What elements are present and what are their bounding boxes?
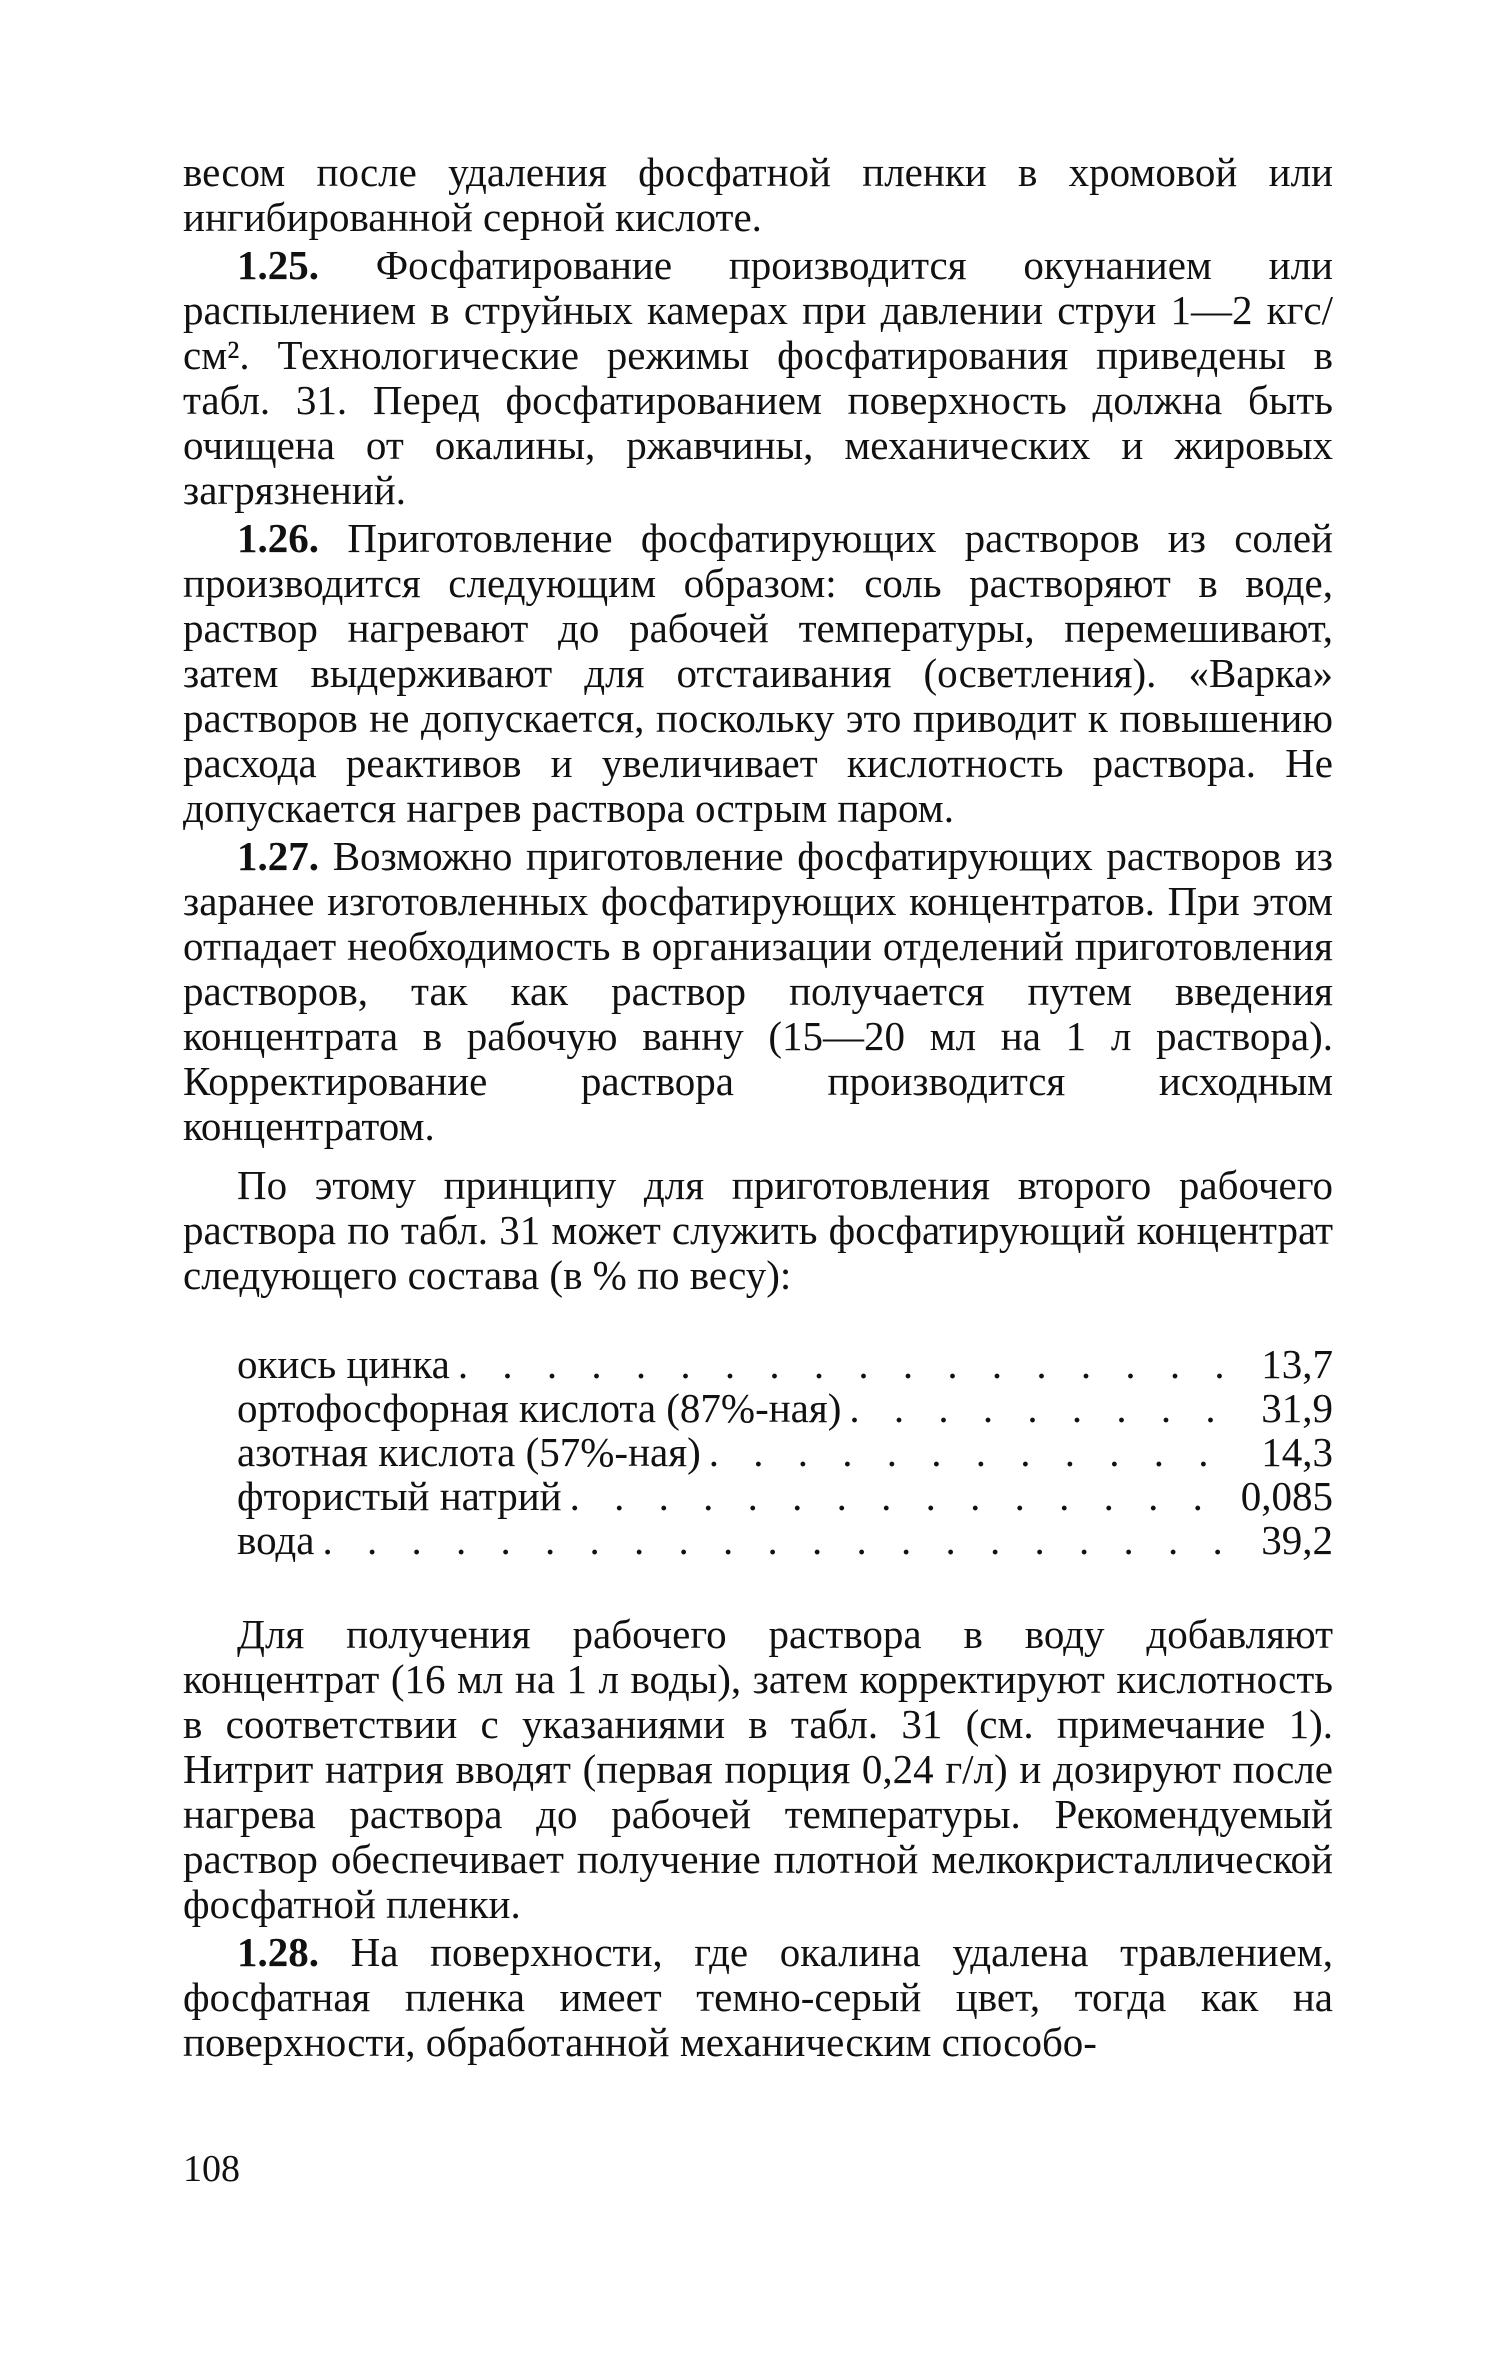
leader-dots bbox=[458, 1342, 1245, 1386]
paragraph-1-28 bbox=[183, 1930, 1333, 2065]
paragraph-text: Приготовление фосфатирующих растворов из солей производится следующим образом: соль растворяют в воде, раствор нагревают до рабочей температуры, перемешивают, затем выдерживают для отстаивания (осветления). «Варка» растворов не допускается, поскольку это приводит к повышению расхода реактивов и увеличивает кислотность раствора. Не допускается нагрев раствора острым паром. bbox=[183, 515, 1333, 831]
composition-list bbox=[237, 1342, 1333, 1562]
leader-dots bbox=[709, 1430, 1245, 1474]
paragraph-1-27 bbox=[183, 834, 1333, 1149]
composition-row bbox=[237, 1430, 1333, 1474]
component-name: вода bbox=[237, 1517, 315, 1563]
paragraph-1-25 bbox=[183, 243, 1333, 513]
composition-row bbox=[237, 1342, 1333, 1386]
page-number: 108 bbox=[183, 2148, 240, 2190]
composition-row bbox=[237, 1386, 1333, 1430]
component-name: ортофосфорная кислота (87%-ная) bbox=[237, 1385, 842, 1431]
paragraph-text: На поверхности, где окалина удалена травлением, фосфатная пленка имеет темно-серый цвет, тогда как на поверхности, обработанной механическим способо- bbox=[183, 1929, 1333, 2065]
component-name: окись цинка bbox=[237, 1341, 450, 1387]
page-body bbox=[183, 150, 1333, 2065]
component-name: фтористый натрий bbox=[237, 1473, 562, 1519]
paragraph-text: Фосфатирование производится окунанием или распылением в струйных камерах при давлении струи 1—2 кгс/см². Технологические режимы фосфатирования приведены в табл. 31. Перед фосфатированием поверхность должна быть очищена от окалины, ржавчины, механических и жировых загрязнений. bbox=[183, 242, 1333, 513]
section-number: 1.25. bbox=[237, 242, 319, 288]
leader-dots bbox=[570, 1474, 1233, 1518]
component-value: 14,3 bbox=[1261, 1429, 1333, 1475]
paragraph-1-26 bbox=[183, 516, 1333, 831]
section-number: 1.26. bbox=[237, 515, 319, 561]
section-number: 1.28. bbox=[237, 1929, 319, 1975]
component-value: 31,9 bbox=[1261, 1385, 1333, 1431]
paragraph-concentrate-intro: По этому принципу для приготовления второго рабочего раствора по табл. 31 может служить фосфатирующий концентрат следующего состава (в % по весу): bbox=[183, 1162, 1333, 1298]
component-value: 13,7 bbox=[1261, 1341, 1333, 1387]
section-number: 1.27. bbox=[237, 833, 319, 879]
leader-dots bbox=[849, 1386, 1245, 1430]
composition-row bbox=[237, 1474, 1333, 1518]
component-value: 39,2 bbox=[1261, 1517, 1333, 1563]
component-value: 0,085 bbox=[1240, 1473, 1333, 1519]
paragraph-continuation: весом после удаления фосфатной пленки в хромовой или ингибированной серной кислоте. bbox=[183, 149, 1333, 240]
paragraph-text: Возможно приготовление фосфатирующих растворов из заранее изготовленных фосфатирующих концентратов. При этом отпадает необходимость в организации отделений приготовления растворов, так как раствор получается путем введения концентрата в рабочую ванну (15—20 мл на 1 л раствора). Корректирование раствора производится исходным концентратом. bbox=[183, 833, 1333, 1149]
component-name: азотная кислота (57%-ная) bbox=[237, 1429, 701, 1475]
composition-row bbox=[237, 1518, 1333, 1562]
paragraph-working-solution: Для получения рабочего раствора в воду добавляют концентрат (16 мл на 1 л воды), затем корректируют кислотность в соответствии с указаниями в табл. 31 (см. примечание 1). Нитрит натрия вводят (первая порция 0,24 г/л) и дозируют после нагрева раствора до рабочей температуры. Рекомендуемый раствор обеспечивает получение плотной мелкокристаллической фосфатной пленки. bbox=[183, 1611, 1333, 1927]
leader-dots bbox=[322, 1518, 1245, 1562]
